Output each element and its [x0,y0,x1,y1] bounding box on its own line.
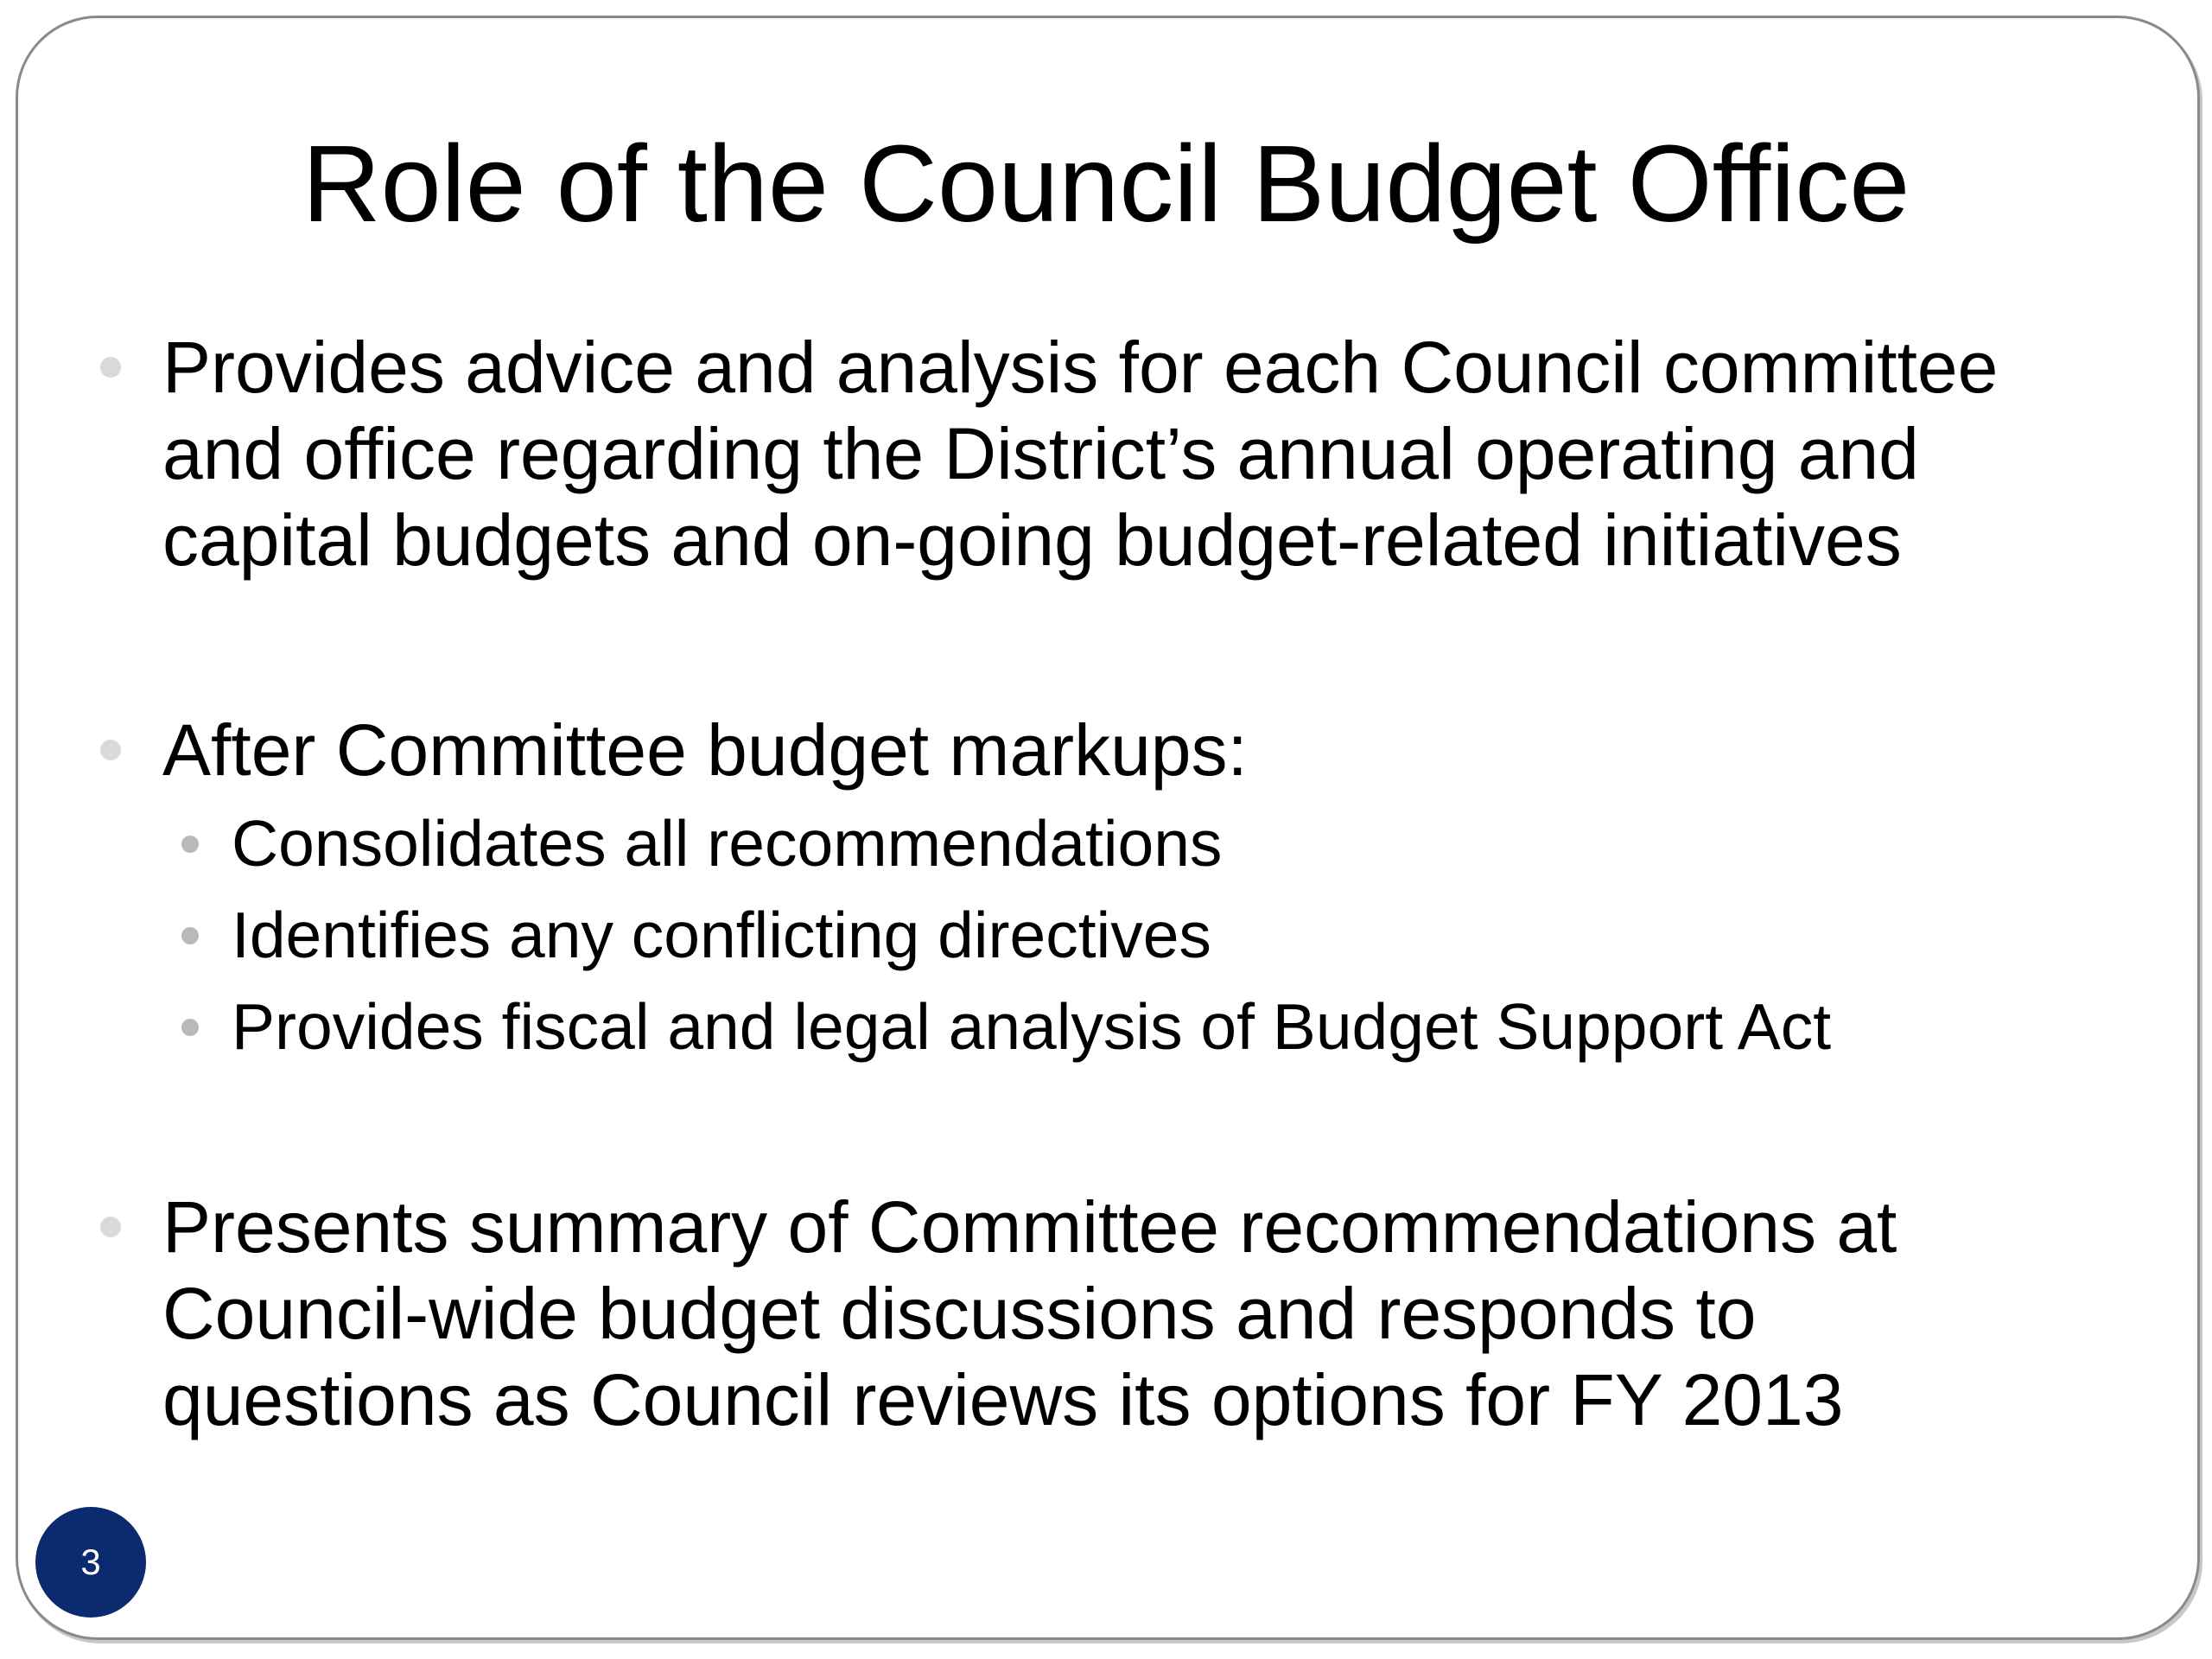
sub-bullet-text: Identifies any conflicting directives [232,899,1211,971]
sub-bullet-text: Consolidates all recommendations [232,807,1223,880]
sub-bullet-marker-icon [181,1019,199,1036]
slide-title: Role of the Council Budget Office [302,123,1910,245]
bullet-item [162,707,2115,793]
bullet-line: questions as Council reviews its options for FY 2013 [162,1359,1844,1440]
bullet-line: capital budgets and on-going budget-related initiatives [162,499,1902,581]
bullet-item [162,324,2115,583]
bullet-line: Presents summary of Committee recommendations at [162,1186,1897,1268]
bullet-line: Council-wide budget discussions and responds to [162,1273,1757,1354]
bullet-line: Provides advice and analysis for each Council committee [162,327,1999,408]
sub-bullet-marker-icon [181,927,199,944]
sub-bullet-item [232,983,2115,1070]
sub-bullet-item [232,892,2115,978]
bullet-marker-icon [100,357,121,378]
bullet-item [162,1184,2115,1443]
bullet-line: and office regarding the District’s annual operating and [162,413,1919,494]
bullet-marker-icon [100,740,121,760]
bullet-marker-icon [100,1217,121,1237]
page-number-badge: 3 [35,1507,146,1618]
bullet-line: After Committee budget markups: [162,709,1248,791]
sub-bullet-marker-icon [181,836,199,853]
sub-bullet-text: Provides fiscal and legal analysis of Budget Support Act [232,990,1832,1063]
sub-bullet-item [232,800,2115,887]
